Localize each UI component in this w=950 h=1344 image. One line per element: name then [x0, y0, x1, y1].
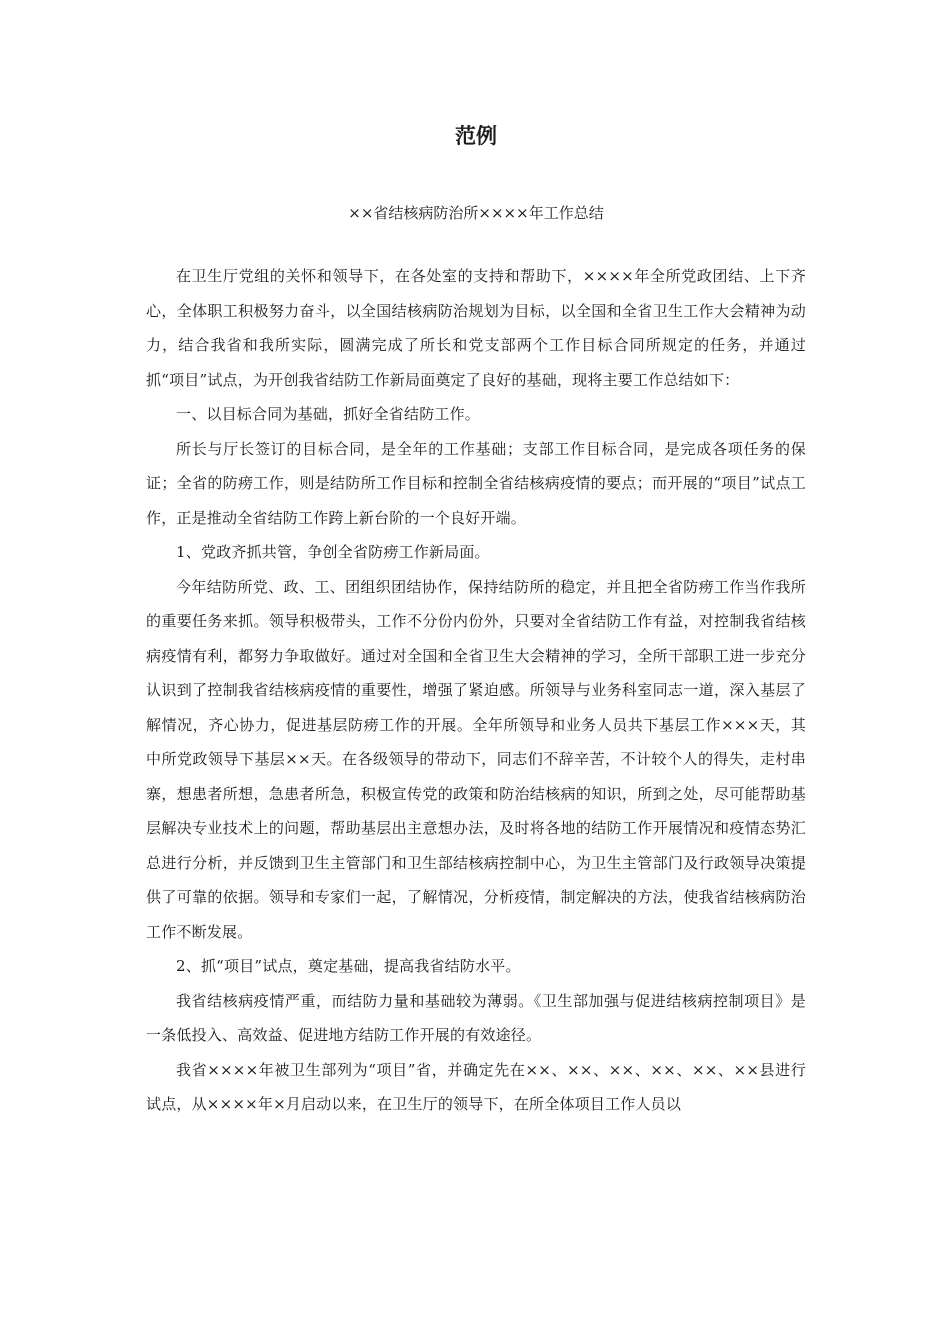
- paragraph: 我省××××年被卫生部列为“项目”省，并确定先在××、××、××、××、××、××县进行试点，从××××年×月启动以来，在卫生厅的领导下，在所全体项目工作人员以: [146, 1060, 806, 1113]
- paragraph-intro: 在卫生厅党组的关怀和领导下，在各处室的支持和帮助下，××××年全所党政团结、上下齐心，全体职工积极努力奋斗，以全国结核病防治规划为目标，以全国和全省卫生工作大会精神为动力，结合我省和我所实际，圆满完成了所长和党支部两个工作目标合同所规定的任务，并通过抓“项目”试点，为开创我省结防工作新局面奠定了良好的基础，现将主要工作总结如下：: [146, 267, 806, 389]
- paragraph: 我省结核病疫情严重，而结防力量和基础较为薄弱。《卫生部加强与促进结核病控制项目》是一条低投入、高效益、促进地方结防工作开展的有效途径。: [146, 991, 806, 1044]
- section-heading-1: 一、以目标合同为基础，抓好全省结防工作。: [176, 405, 481, 423]
- subsection-heading-2: 2、抓“项目”试点，奠定基础，提高我省结防水平。: [176, 957, 521, 975]
- document-text: [146, 259, 806, 1122]
- document-subtitle: ××省结核病防治所××××年工作总结: [348, 204, 604, 222]
- paragraph: 所长与厅长签订的目标合同，是全年的工作基础；支部工作目标合同，是完成各项任务的保证；全省的防痨工作，则是结防所工作目标和控制全省结核病疫情的要点；而开展的“项目”试点工作，正是推动全省结防工作跨上新台阶的一个良好开端。: [146, 439, 806, 527]
- subsection-heading-1: 1、党政齐抓共管，争创全省防痨工作新局面。: [176, 543, 490, 561]
- document-title: 范例: [455, 124, 497, 148]
- paragraph: 今年结防所党、政、工、团组织团结协作，保持结防所的稳定，并且把全省防痨工作当作我所的重要任务来抓。领导积极带头，工作不分份内份外，只要对全省结防工作有益，对控制我省结核病疫情有利，都努力争取做好。通过对全国和全省卫生大会精神的学习，全所干部职工进一步充分认识到了控制我省结核病疫情的重要性，增强了紧迫感。所领导与业务科室同志一道，深入基层了解情况，齐心协力，促进基层防痨工作的开展。全年所领导和业务人员共下基层工作×××天，其中所党政领导下基层××天。在各级领导的带动下，同志们不辞辛苦，不计较个人的得失，走村串寨，想患者所想，急患者所急，积极宣传党的政策和防治结核病的知识，所到之处，尽可能帮助基层解决专业技术上的问题，帮助基层出主意想办法，及时将各地的结防工作开展情况和疫情态势汇总进行分析，并反馈到卫生主管部门和卫生部结核病控制中心，为卫生主管部门及行政领导决策提供了可靠的依据。领导和专家们一起，了解情况，分析疫情，制定解决的方法，使我省结核病防治工作不断发展。: [146, 577, 806, 941]
